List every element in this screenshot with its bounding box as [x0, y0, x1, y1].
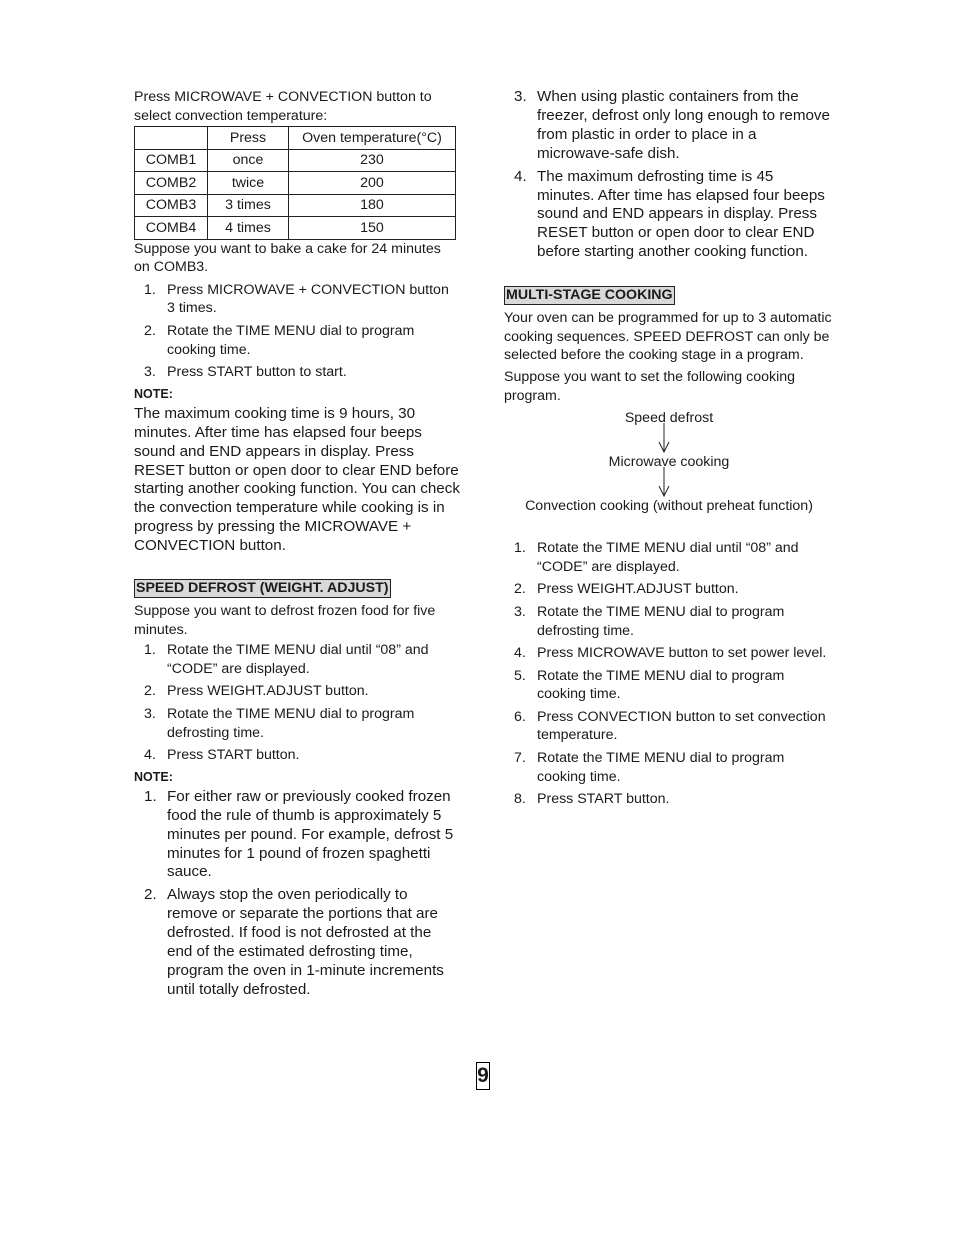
- table-row: [135, 217, 456, 240]
- table-cell: COMB3: [135, 194, 208, 217]
- list-item: [504, 539, 834, 576]
- flow-stage-microwave: Microwave cooking: [608, 454, 730, 471]
- list-item: [134, 746, 460, 765]
- table-row: [135, 149, 456, 172]
- step-number: 7.: [514, 750, 526, 767]
- step-text: Rotate the TIME MENU dial until “08” and “CODE” are displayed.: [537, 540, 799, 575]
- list-item: [504, 667, 834, 704]
- list-item: [134, 322, 460, 359]
- list-item: [504, 580, 834, 599]
- page-number: 9: [476, 1062, 490, 1090]
- step-number: 2.: [144, 323, 156, 340]
- note-number: 4.: [514, 167, 527, 185]
- table-header-cell: [135, 127, 208, 150]
- list-item: [134, 363, 460, 382]
- list-item: [504, 708, 834, 745]
- note-number: 2.: [144, 886, 157, 904]
- step-number: 8.: [514, 791, 526, 808]
- table-cell: 230: [289, 149, 456, 172]
- list-item: [504, 749, 834, 786]
- convection-temperature-table: [134, 126, 456, 240]
- bake-example: Suppose you want to bake a cake for 24 minutes on COMB3.: [134, 240, 441, 276]
- list-item: [504, 644, 834, 663]
- step-number: 5.: [514, 667, 526, 684]
- step-text: Press START button.: [537, 791, 670, 808]
- bake-steps: [134, 281, 460, 382]
- table-cell: twice: [208, 172, 289, 195]
- table-cell: 180: [289, 194, 456, 217]
- right-column: [504, 88, 834, 809]
- step-number: 3.: [144, 364, 156, 381]
- note-number: 3.: [514, 88, 527, 105]
- table-cell: 200: [289, 172, 456, 195]
- step-number: 6.: [514, 708, 526, 725]
- flow-stage-speed-defrost: Speed defrost: [624, 410, 714, 427]
- step-number: 2.: [514, 581, 526, 598]
- convection-intro: Press MICROWAVE + CONVECTION button to select convection temperature:: [134, 89, 432, 124]
- table-cell: once: [208, 149, 289, 172]
- step-text: Press START button.: [167, 747, 300, 764]
- arrow-down-icon: [658, 467, 670, 497]
- note-label: NOTE:: [134, 769, 173, 784]
- step-text: Press WEIGHT.ADJUST button.: [537, 581, 739, 598]
- table-cell: 4 times: [208, 217, 289, 240]
- multi-stage-steps: [504, 539, 834, 809]
- multi-stage-intro: Your oven can be programmed for up to 3 automatic cooking sequences. SPEED DEFROST can only be selected before the cooking stage in a program.: [504, 310, 832, 364]
- cooking-program-flow: [504, 409, 834, 533]
- table-row: [135, 172, 456, 195]
- multi-stage-heading: MULTI-STAGE COOKING: [506, 287, 673, 304]
- list-item: [134, 886, 460, 999]
- step-text: Rotate the TIME MENU dial to program cooking time.: [167, 323, 415, 358]
- step-text: Press START button to start.: [167, 364, 347, 381]
- list-item: [134, 705, 460, 742]
- table-cell: COMB1: [135, 149, 208, 172]
- note-text: When using plastic containers from the freezer, defrost only long enough to remove from plastic in order to place in a microwave-safe dish.: [537, 88, 830, 162]
- step-number: 1.: [144, 642, 156, 659]
- list-item: [504, 603, 834, 640]
- note-text: For either raw or previously cooked frozen food the rule of thumb is approximately 5 minutes per pound. For example, defrost 5 minutes for 1 pound of frozen spaghetti sauce.: [167, 787, 454, 881]
- speed-defrost-section: [134, 579, 460, 1000]
- table-row: [135, 194, 456, 217]
- step-text: Press WEIGHT.ADJUST button.: [167, 683, 369, 700]
- list-item: [134, 682, 460, 701]
- defrost-notes: [134, 788, 460, 1000]
- step-text: Rotate the TIME MENU dial to program defrosting time.: [537, 603, 785, 639]
- defrost-notes-continued: [504, 88, 834, 262]
- step-text: Press CONVECTION button to set convection temperature.: [537, 708, 826, 744]
- list-item: [504, 88, 834, 164]
- speed-defrost-heading: SPEED DEFROST (WEIGHT. ADJUST): [136, 580, 389, 597]
- multi-stage-example: Suppose you want to set the following cooking program.: [504, 368, 796, 404]
- note-text: The maximum defrosting time is 45 minutes. After time has elapsed four beeps sound and END appears in display. Press RESET button or open door to clear END before starting another cooking function.: [537, 167, 825, 261]
- left-column: [134, 88, 460, 1000]
- table-cell: 150: [289, 217, 456, 240]
- note-text: Always stop the oven periodically to remove or separate the portions that are defrosted. If food is not defrosted at the end of the estimated defrosting time, program the oven in 1-minute increments until totally defrosted.: [167, 886, 444, 998]
- note-label: NOTE:: [134, 386, 173, 401]
- list-item: [504, 790, 834, 809]
- step-text: Rotate the TIME MENU dial to program cooking time.: [537, 667, 785, 703]
- table-header-row: [135, 127, 456, 150]
- list-item: [504, 168, 834, 263]
- step-number: 1.: [514, 540, 526, 557]
- list-item: [134, 281, 460, 318]
- flow-stage-convection: Convection cooking (without preheat function): [525, 498, 813, 515]
- step-text: Rotate the TIME MENU dial to program defrosting time.: [167, 706, 415, 741]
- table-header-cell: Press: [208, 127, 289, 150]
- cooking-note-text: The maximum cooking time is 9 hours, 30 minutes. After time has elapsed four beeps sound and END appears in display. Press RESET button or open door to clear END before starting another cooking function. You can check the convection temperature while cooking is in progress by pressing the MICROWAVE + CONVECTION button.: [134, 404, 460, 555]
- step-text: Rotate the TIME MENU dial to program cooking time.: [537, 750, 785, 785]
- step-text: Rotate the TIME MENU dial until “08” and “CODE” are displayed.: [167, 642, 429, 677]
- step-number: 4.: [514, 645, 526, 662]
- step-number: 3.: [144, 706, 156, 723]
- table-header-cell: Oven temperature(°C): [289, 127, 456, 150]
- multi-stage-section: [504, 286, 834, 809]
- list-item: [134, 641, 460, 678]
- defrost-intro: Suppose you want to defrost frozen food for five minutes.: [134, 603, 436, 638]
- arrow-down-icon: [658, 423, 670, 453]
- step-number: 1.: [144, 281, 156, 298]
- table-cell: 3 times: [208, 194, 289, 217]
- step-text: Press MICROWAVE + CONVECTION button 3 times.: [167, 281, 449, 317]
- step-number: 3.: [514, 603, 526, 620]
- note-number: 1.: [144, 787, 157, 805]
- list-item: [134, 788, 460, 883]
- table-cell: COMB4: [135, 217, 208, 240]
- step-number: 4.: [144, 747, 156, 764]
- defrost-steps: [134, 641, 460, 765]
- step-number: 2.: [144, 683, 156, 700]
- step-text: Press MICROWAVE button to set power level.: [537, 645, 827, 662]
- table-cell: COMB2: [135, 172, 208, 195]
